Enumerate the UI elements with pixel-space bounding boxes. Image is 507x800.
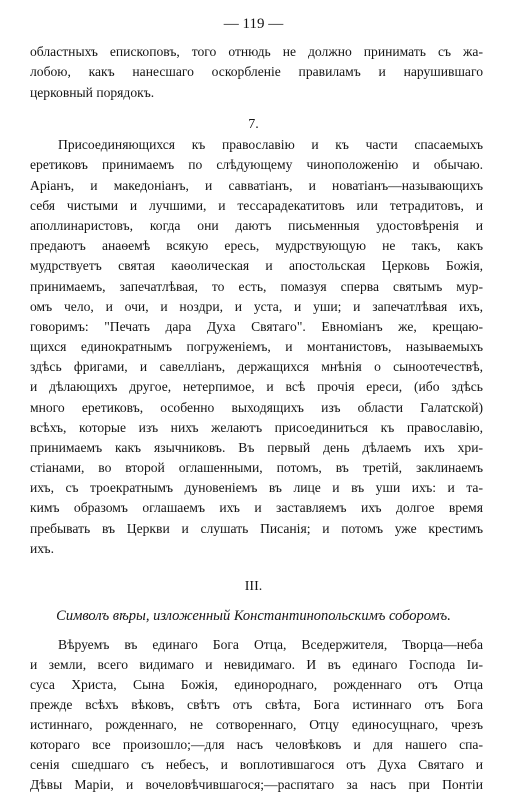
text-line: и земли, всего видимаго и невидимаго. И въ единаго Господа Іи- — [30, 657, 483, 672]
text-line: прежде всѣхъ вѣковъ, свѣтъ отъ свѣта, Бога истиннаго отъ Бога — [30, 697, 483, 712]
text-line: котораго все произошло;—для насъ человѣковъ и для нашего спа- — [30, 737, 483, 752]
chapter-title: Символъ вѣры, изложенный Константинопольскимъ соборомъ. — [56, 608, 451, 624]
text-line: Присоединяющихся къ православію и къ части спасаемыхъ — [58, 137, 483, 152]
text-line: стіанами, во второй оглашенными, потомъ, въ третій, заклинаемъ — [30, 460, 483, 475]
text-line: кимъ образомъ оглашаемъ ихъ и заставляемъ ихъ долгое время — [30, 500, 483, 515]
text-line: принимаемъ, запечатлѣвая, то есть, помазуя сперва святымъ мур- — [30, 279, 483, 294]
text-line: аполлинаристовъ, когда они даютъ письменныя удостовѣренія и — [30, 218, 483, 233]
text-line: омъ чело, и очи, и ноздри, и уста, и уши; и запечатлѣвая ихъ, — [30, 299, 483, 314]
text-line: всѣхъ, которые изъ нихъ желаютъ присоединиться къ православію, — [30, 420, 483, 435]
text-line: мудрствуетъ святая каѳолическая и апостольская Церковь Божія, — [30, 258, 483, 273]
text-line: себя чистыми и лучшими, и тессарадекатитовъ или тетрадитовъ, и — [30, 198, 483, 213]
text-line: говоримъ: "Печать дара Духа Святаго". Евноміанъ же, крещаю- — [30, 319, 483, 334]
section-number: 7. — [248, 117, 259, 132]
text-line: церковный порядокъ. — [30, 85, 155, 100]
text-line: Дѣвы Маріи, и вочеловѣчившагося;—распятаго за насъ при Понтіи — [30, 777, 483, 792]
text-line: Аріанъ, и македоніанъ, и савватіанъ, и новатіанъ—называющихъ — [30, 178, 483, 193]
text-line: еретиковъ принимаемъ по слѣдующему чиноположенію и обычаю. — [30, 157, 483, 172]
text-line: истиннаго, рожденнаго, не сотвореннаго, Отцу единосущнаго, чрезъ — [30, 717, 483, 732]
text-line: щихся единократнымъ погруженіемъ, и монтанистовъ, называемыхъ — [30, 339, 483, 354]
text-line: предаютъ анаѳемѣ всякую ересь, мудрствующую не такъ, какъ — [30, 238, 483, 253]
text-line: много еретиковъ, особенно выходящихъ изъ области Галатской) — [30, 400, 483, 415]
text-line: ихъ. — [30, 541, 54, 556]
page-number: — 119 — — [223, 16, 284, 32]
text-line: здѣсь фригами, и савелліанъ, держащихся мнѣнія о сыноотечествѣ, — [30, 359, 483, 374]
text-line: областныхъ епископовъ, того отнюдь не должно принимать съ жа- — [30, 44, 483, 59]
text-line: суса Христа, Сына Божія, единороднаго, рожденнаго отъ Отца — [30, 677, 483, 692]
text-line: Вѣруемъ въ единаго Бога Отца, Вседержителя, Творца—неба — [58, 637, 483, 652]
text-line: принимаемъ какъ язычниковъ. Въ первый день дѣлаемъ ихъ хри- — [30, 440, 483, 455]
text-line: лобою, какъ нанесшаго оскорбленіе правиламъ и нарушившаго — [30, 64, 483, 79]
chapter-number: III. — [244, 579, 263, 594]
text-line: и дѣлающихъ другое, нетерпимое, и всѣ прочія ереси, (ибо здѣсь — [30, 379, 483, 394]
text-line: пребывать въ Церкви и слушать Писанія; и потомъ уже крестимъ — [30, 521, 483, 536]
text-line: сенія сшедшаго съ небесъ, и воплотившагося отъ Духа Святаго и — [30, 757, 483, 772]
text-line: ихъ, съ троекратнымъ дуновеніемъ въ лице и въ уши ихъ: и та- — [30, 480, 483, 495]
